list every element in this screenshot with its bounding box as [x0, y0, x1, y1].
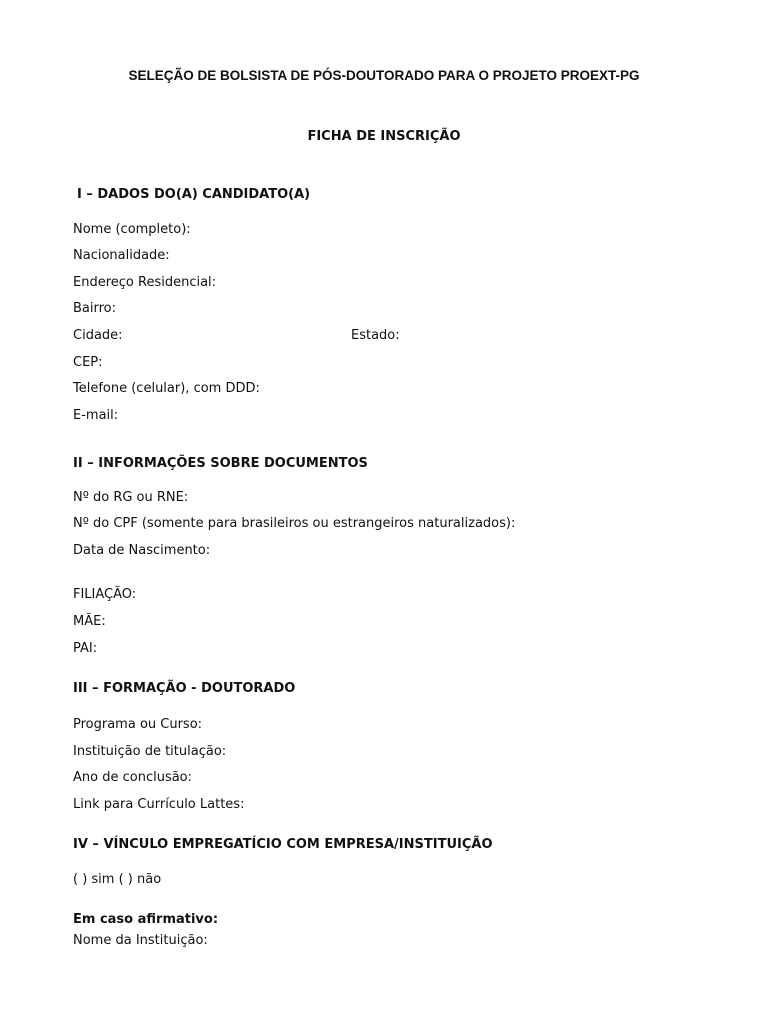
field-label-address: Endereço Residencial:	[73, 275, 217, 290]
form-title: FICHA DE INSCRIÇÃO	[307, 129, 461, 144]
field-label-institution-name: Nome da Instituição:	[73, 933, 208, 948]
section-heading-candidate-data: I – DADOS DO(A) CANDIDATO(A)	[77, 187, 311, 202]
section-heading-education: III – FORMAÇÃO - DOUTORADO	[73, 681, 296, 696]
document-title: SELEÇÃO DE BOLSISTA DE PÓS-DOUTORADO PARA O PROJETO PROEXT-PG	[128, 68, 640, 83]
field-label-rg: Nº do RG ou RNE:	[73, 490, 189, 505]
section-heading-employment: IV – VÍNCULO EMPREGATÍCIO COM EMPRESA/INSTITUIÇÃO	[73, 837, 493, 852]
field-label-program: Programa ou Curso:	[73, 717, 203, 732]
field-label-parentage: FILIAÇÃO:	[73, 587, 137, 602]
field-label-full-name: Nome (completo):	[73, 222, 191, 237]
field-label-neighborhood: Bairro:	[73, 301, 117, 316]
field-label-completion-year: Ano de conclusão:	[73, 770, 193, 785]
field-label-nationality: Nacionalidade:	[73, 248, 170, 263]
field-label-phone: Telefone (celular), com DDD:	[73, 381, 260, 396]
field-label-birth-date: Data de Nascimento:	[73, 543, 211, 558]
field-label-institution: Instituição de titulação:	[73, 744, 227, 759]
field-label-lattes-link: Link para Currículo Lattes:	[73, 797, 245, 812]
employment-options: ( ) sim ( ) não	[73, 872, 162, 887]
field-label-email: E-mail:	[73, 408, 119, 423]
affirmative-case-label: Em caso afirmativo:	[73, 912, 219, 927]
field-label-zip: CEP:	[73, 355, 103, 370]
field-label-city: Cidade:	[73, 328, 123, 343]
field-label-cpf: Nº do CPF (somente para brasileiros ou estrangeiros naturalizados):	[73, 516, 516, 531]
field-label-state: Estado:	[351, 328, 400, 343]
field-label-mother: MÃE:	[73, 614, 106, 629]
section-heading-documents: II – INFORMAÇÕES SOBRE DOCUMENTOS	[73, 456, 368, 471]
field-label-father: PAI:	[73, 641, 98, 656]
